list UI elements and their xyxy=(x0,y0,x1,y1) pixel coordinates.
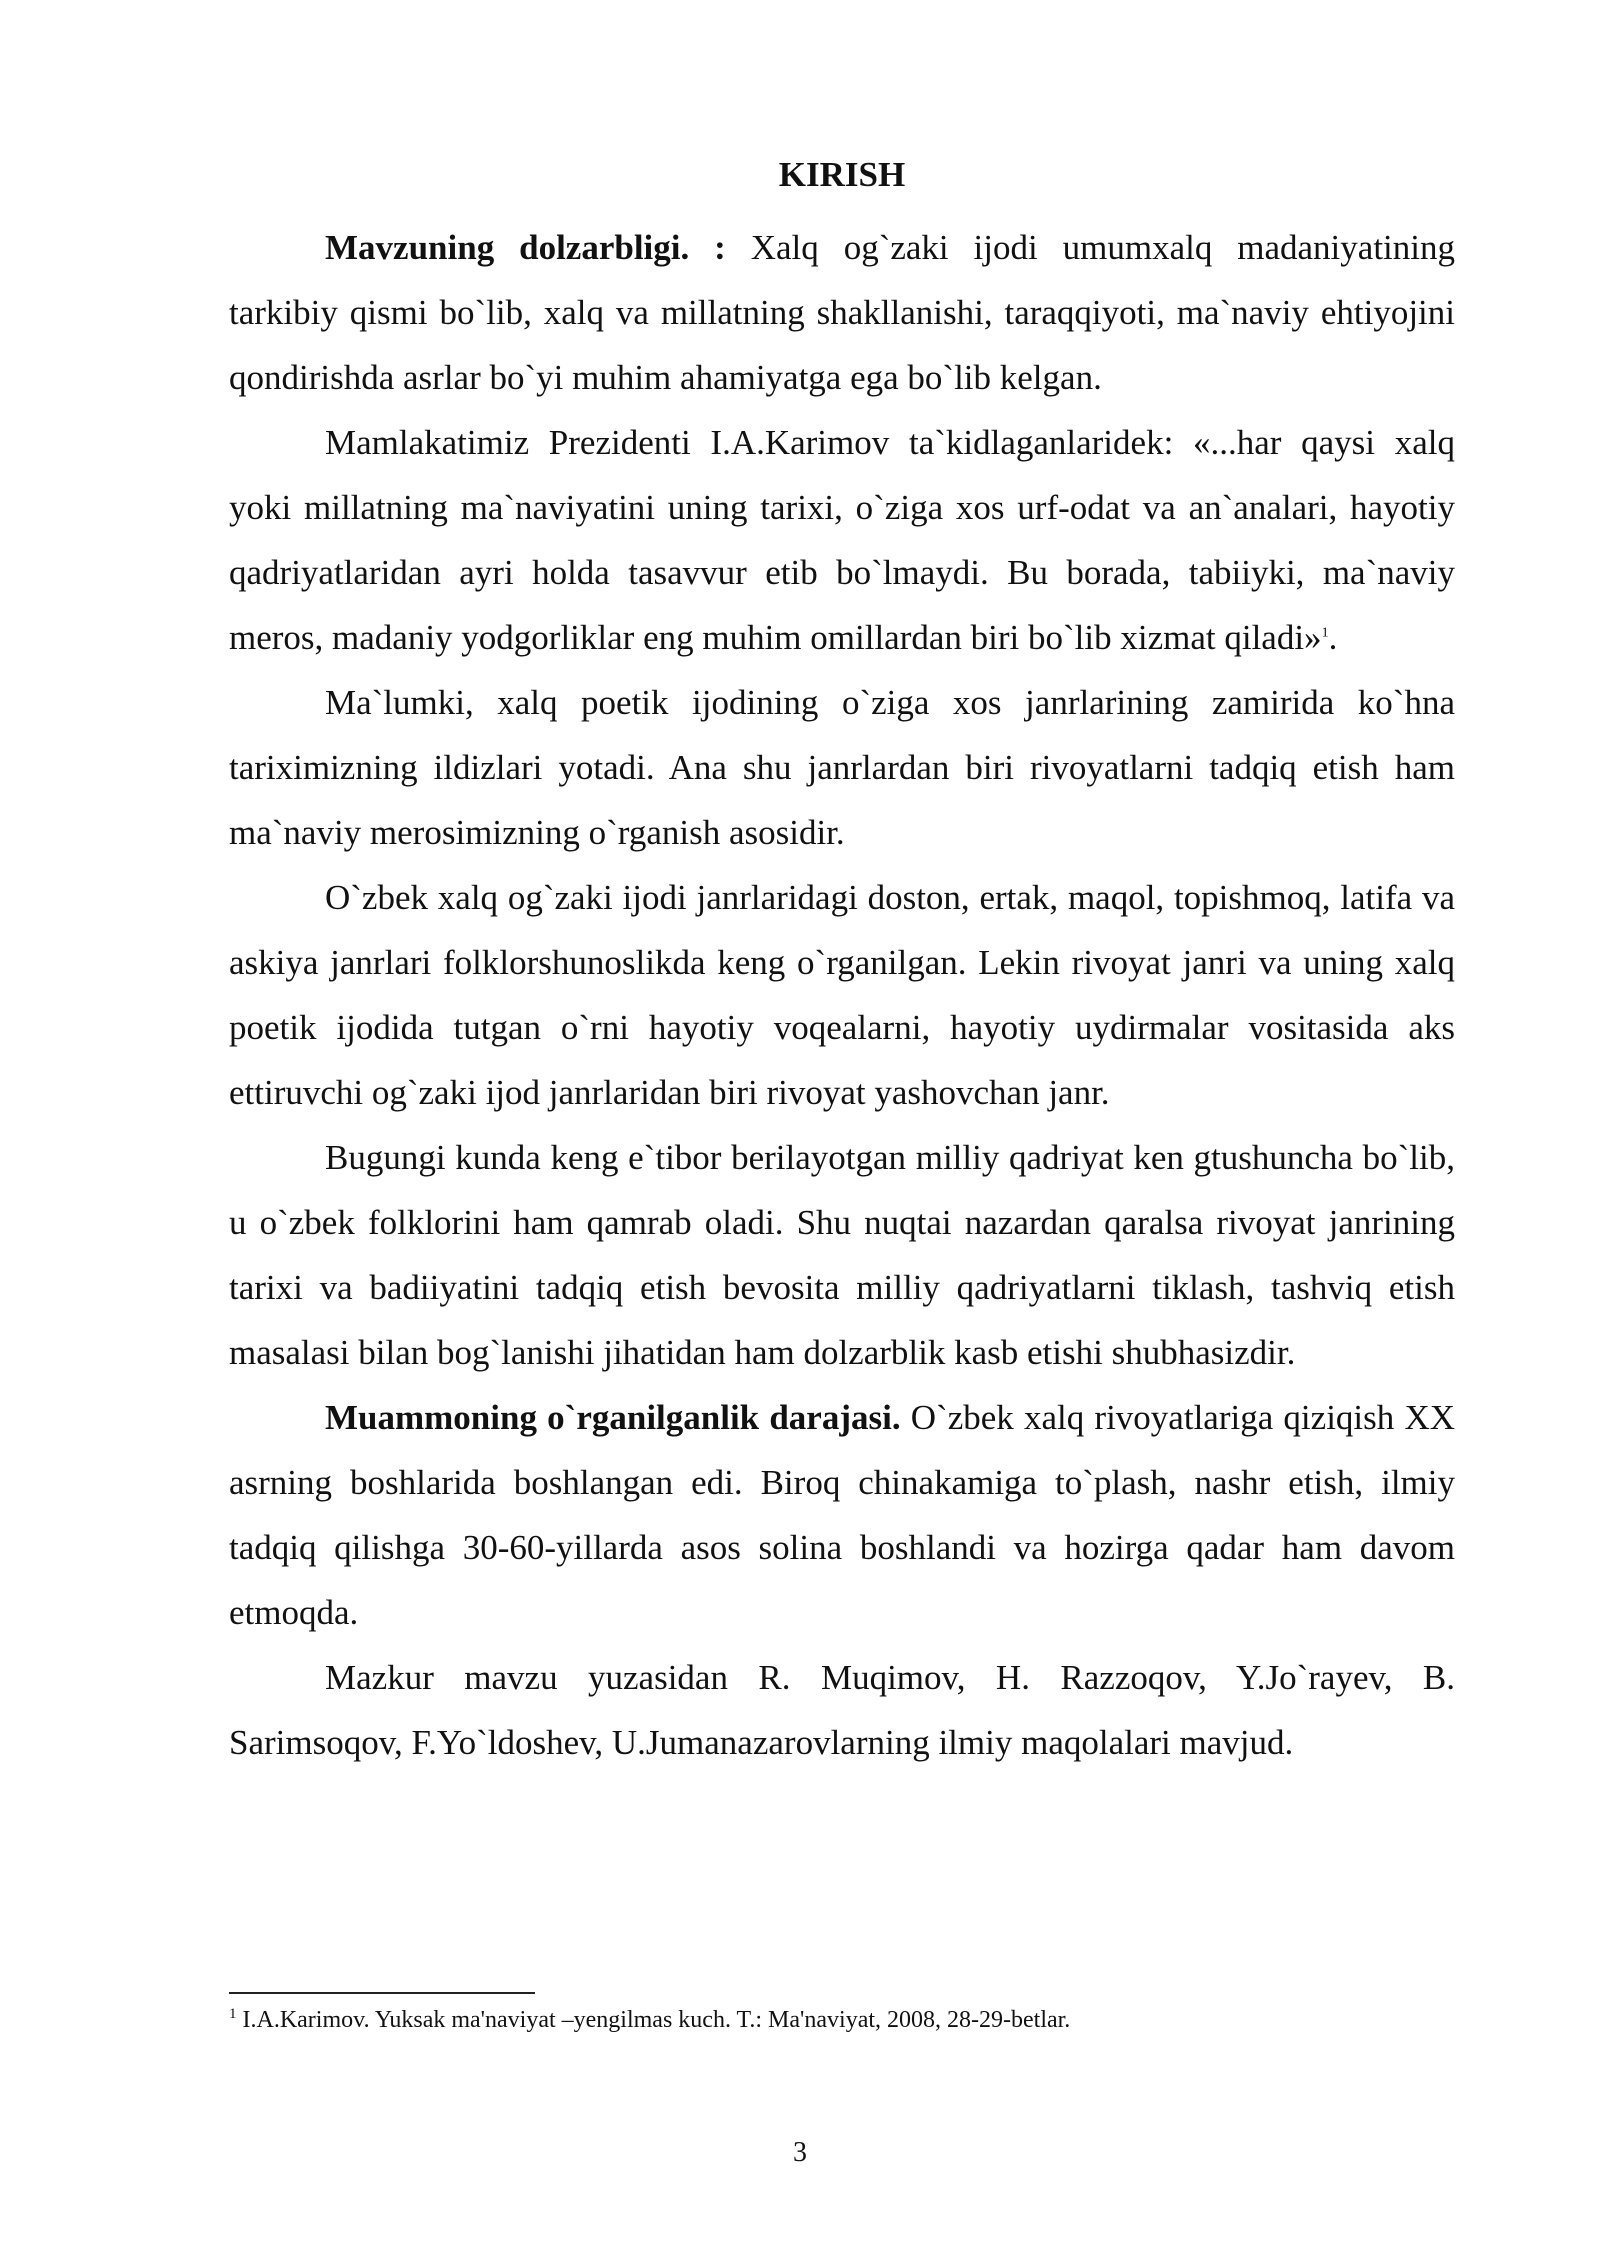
section-heading-research-level: Muammoning o`rganilganlik darajasi. xyxy=(325,1398,901,1437)
section-heading-relevance: Mavzuning dolzarbligi. : xyxy=(325,228,726,267)
paragraph-research-level xyxy=(229,1385,1455,1645)
paragraph-genres-roots xyxy=(229,670,1455,865)
paragraph-text: Bugungi kunda keng e`tibor berilayotgan milliy qadriyat ken gtushuncha bo`lib, u o`zbek folklorini ham qamrab oladi. Shu nuqtai nazardan qaralsa rivoyat janrining tarixi va badiiyatini tadqiq etish bevosita milliy qadriyatlarni tiklash, tashviq etish masalasi bilan bog`lanishi jihatidan ham dolzarblik kasb etishi shubhasizdir. xyxy=(229,1138,1455,1372)
paragraph-text: O`zbek xalq og`zaki ijodi janrlaridagi doston, ertak, maqol, topishmoq, latifa va askiya janrlari folklorshunoslikda keng o`rganilgan. Lekin rivoyat janri va uning xalq poetik ijodida tutgan o`rni hayotiy voqealarni, hayotiy uydirmalar vositasida aks ettiruvchi og`zaki ijod janrlaridan biri rivoyat yashovchan janr. xyxy=(229,878,1455,1112)
page-title: KIRISH xyxy=(778,155,906,194)
paragraph-quote xyxy=(229,410,1455,670)
footnote xyxy=(229,2003,1455,2037)
footnote-reference[interactable]: 1 xyxy=(1321,625,1329,641)
paragraph-text: Mazkur mavzu yuzasidan R. Muqimov, H. Razzoqov, Y.Jo`rayev, B. Sarimsoqov, F.Yo`ldoshev, U.Jumanazarovlarning ilmiy maqolalari mavjud. xyxy=(229,1658,1455,1762)
paragraph-text: Ma`lumki, xalq poetik ijodining o`ziga xos janrlarining zamirida ko`hna tariximizning ildizlari yotadi. Ana shu janrlardan biri rivoyatlarni tadqiq etish ham ma`naviy merosimizning o`rganish asosidir. xyxy=(229,683,1455,852)
paragraph-text: Mamlakatimiz Prezidenti I.A.Karimov ta`kidlaganlaridek: «...har qaysi xalq yoki millatning ma`naviyatini uning tarixi, o`ziga xos urf-odat va an`analari, hayotiy qadriyatlaridan ayri holda tasavvur etib bo`lmaydi. Bu borada, tabiiyki, ma`naviy meros, madaniy yodgorliklar eng muhim omillardan biri bo`lib xizmat qiladi» xyxy=(229,423,1455,657)
paragraph-national-values xyxy=(229,1125,1455,1385)
paragraph-text: O`zbek xalq rivoyatlariga qiziqish XX asrning boshlarida boshlangan edi. Biroq chinakamiga to`plash, nashr etish, ilmiy tadqiq qilishga 30-60-yillarda asos solina boshlandi va hozirga qadar ham davom etmoqda. xyxy=(229,1398,1456,1632)
paragraph-genres-studied xyxy=(229,865,1455,1125)
paragraph-tail: . xyxy=(1328,618,1338,657)
footnote-text: I.A.Karimov. Yuksak ma'naviyat –yengilmas kuch. T.: Ma'naviyat, 2008, 28-29-betlar. xyxy=(236,2007,1071,2033)
paragraph-relevance xyxy=(229,215,1455,410)
footnote-marker: 1 xyxy=(229,2006,237,2022)
page-body xyxy=(229,150,1455,1775)
footnote-divider xyxy=(229,1992,535,1994)
paragraph-authors xyxy=(229,1645,1455,1775)
page-number: 3 xyxy=(793,2137,807,2168)
paragraph-text: Xalq og`zaki ijodi umumxalq madaniyatining tarkibiy qismi bo`lib, xalq va millatning shakllanishi, taraqqiyoti, ma`naviy ehtiyojini qondirishda asrlar bo`yi muhim ahamiyatga ega bo`lib kelgan. xyxy=(229,228,1455,397)
